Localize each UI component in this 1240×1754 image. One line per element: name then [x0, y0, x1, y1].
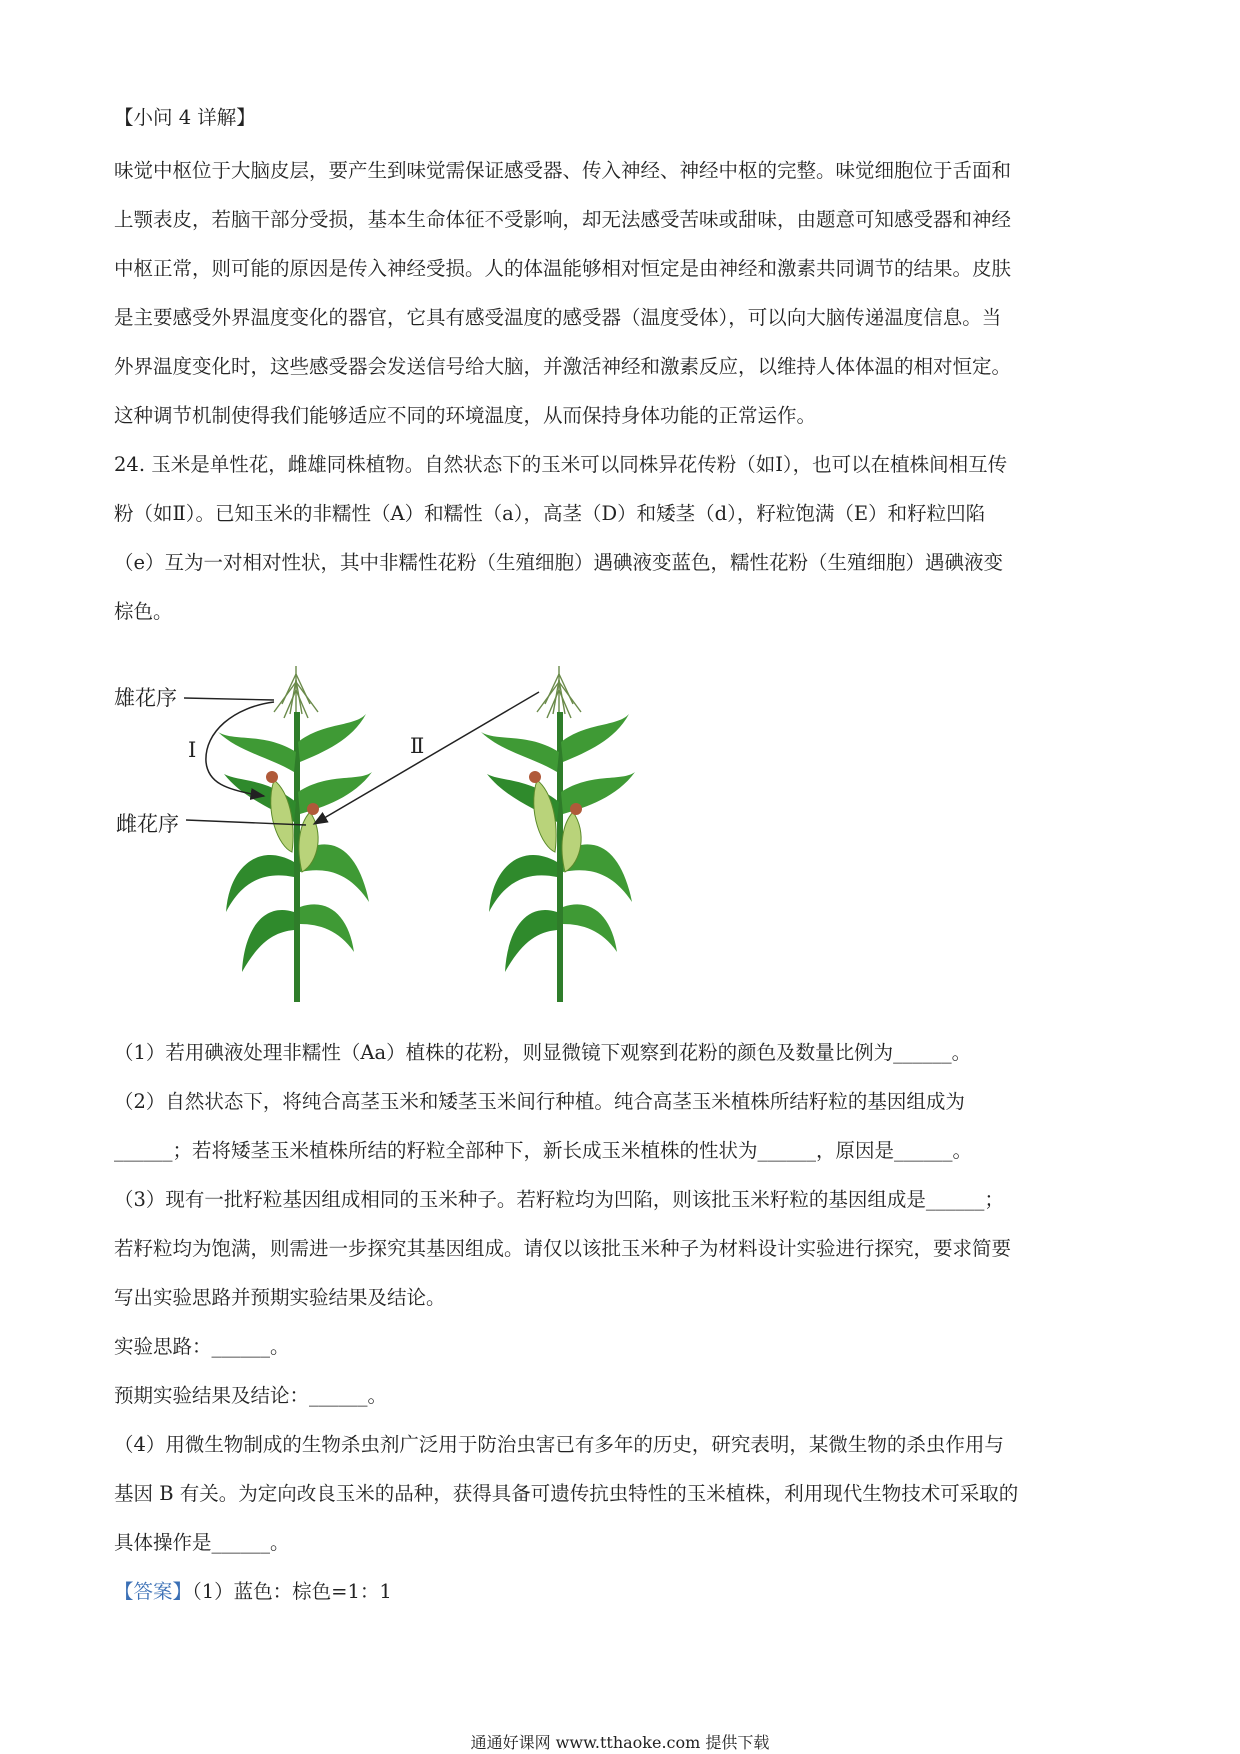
- corn-pollination-figure: [114, 662, 874, 1007]
- sub-question-line: 写出实验思路并预期实验结果及结论。: [114, 1286, 446, 1309]
- sub-question-line: 若籽粒均为饱满，则需进一步探究其基因组成。请仅以该批玉米种子为材料设计实验进行探究，要求简要: [114, 1237, 1012, 1260]
- sub-question-line: 预期实验结果及结论：______。: [114, 1384, 388, 1407]
- page-footer: 通通好课网 www.tthaoke.com 提供下载: [470, 1733, 770, 1752]
- detail-line: 这种调节机制使得我们能够适应不同的环境温度，从而保持身体功能的正常运作。: [114, 404, 817, 427]
- answer-line: [114, 1576, 392, 1604]
- question-line: 24. 玉米是单性花，雌雄同株植物。自然状态下的玉米可以同株异花传粉（如Ⅰ），也可以在植株间相互传: [114, 453, 1008, 476]
- question-line: 棕色。: [114, 600, 173, 623]
- female-inflorescence-label: 雌花序: [116, 812, 179, 836]
- answer-text: （1）蓝色：棕色=1：1: [192, 1580, 392, 1603]
- sub-question-line: 基因 B 有关。为定向改良玉米的品种，获得具备可遗传抗虫特性的玉米植株，利用现代生物技术可采取的: [114, 1482, 1019, 1505]
- sub-question-line: 具体操作是______。: [114, 1531, 290, 1554]
- male-label-pointer: [184, 698, 274, 700]
- sub-question-line: 实验思路：______。: [114, 1335, 290, 1358]
- answer-tag: 【答案】: [114, 1580, 193, 1603]
- sub-question-line: ______；若将矮茎玉米植株所结的籽粒全部种下，新长成玉米植株的性状为______，原因是______。: [114, 1139, 973, 1162]
- pathway-two-label: Ⅱ: [410, 734, 425, 758]
- sub-question-line: （1）若用碘液处理非糯性（Aa）植株的花粉，则显微镜下观察到花粉的颜色及数量比例为______。: [114, 1041, 972, 1064]
- sub-question-line: （2）自然状态下，将纯合高茎玉米和矮茎玉米间行种植。纯合高茎玉米植株所结籽粒的基因组成为: [114, 1090, 965, 1113]
- detail-line: 是主要感受外界温度变化的器官，它具有感受温度的感受器（温度受体），可以向大脑传递温度信息。当: [114, 306, 1002, 329]
- corn-plant-right: [481, 666, 635, 1002]
- arrow-two: [314, 692, 539, 824]
- corn-plant-left: [218, 666, 372, 1002]
- pathway-one-label: Ⅰ: [188, 738, 197, 762]
- question-line: （e）互为一对相对性状，其中非糯性花粉（生殖细胞）遇碘液变蓝色，糯性花粉（生殖细胞）遇碘液变: [114, 551, 1004, 574]
- detail-heading: 【小问 4 详解】: [114, 106, 256, 129]
- question-line: 粉（如Ⅱ）。已知玉米的非糯性（A）和糯性（a），高茎（D）和矮茎（d），籽粒饱满（E）和籽粒凹陷: [114, 502, 986, 525]
- detail-line: 上颚表皮，若脑干部分受损，基本生命体征不受影响，却无法感受苦味或甜味，由题意可知感受器和神经: [114, 208, 1012, 231]
- male-inflorescence-label: 雄花序: [114, 686, 177, 710]
- detail-line: 中枢正常，则可能的原因是传入神经受损。人的体温能够相对恒定是由神经和激素共同调节的结果。皮肤: [114, 257, 1012, 280]
- corn-plants-illustration: [114, 662, 874, 1007]
- sub-question-line: （4）用微生物制成的生物杀虫剂广泛用于防治虫害已有多年的历史，研究表明，某微生物的杀虫作用与: [114, 1433, 1004, 1456]
- detail-line: 外界温度变化时，这些感受器会发送信号给大脑，并激活神经和激素反应，以维持人体体温的相对恒定。: [114, 355, 1012, 378]
- sub-question-line: （3）现有一批籽粒基因组成相同的玉米种子。若籽粒均为凹陷，则该批玉米籽粒的基因组成是______；: [114, 1188, 1004, 1211]
- detail-line: 味觉中枢位于大脑皮层，要产生到味觉需保证感受器、传入神经、神经中枢的完整。味觉细胞位于舌面和: [114, 159, 1012, 182]
